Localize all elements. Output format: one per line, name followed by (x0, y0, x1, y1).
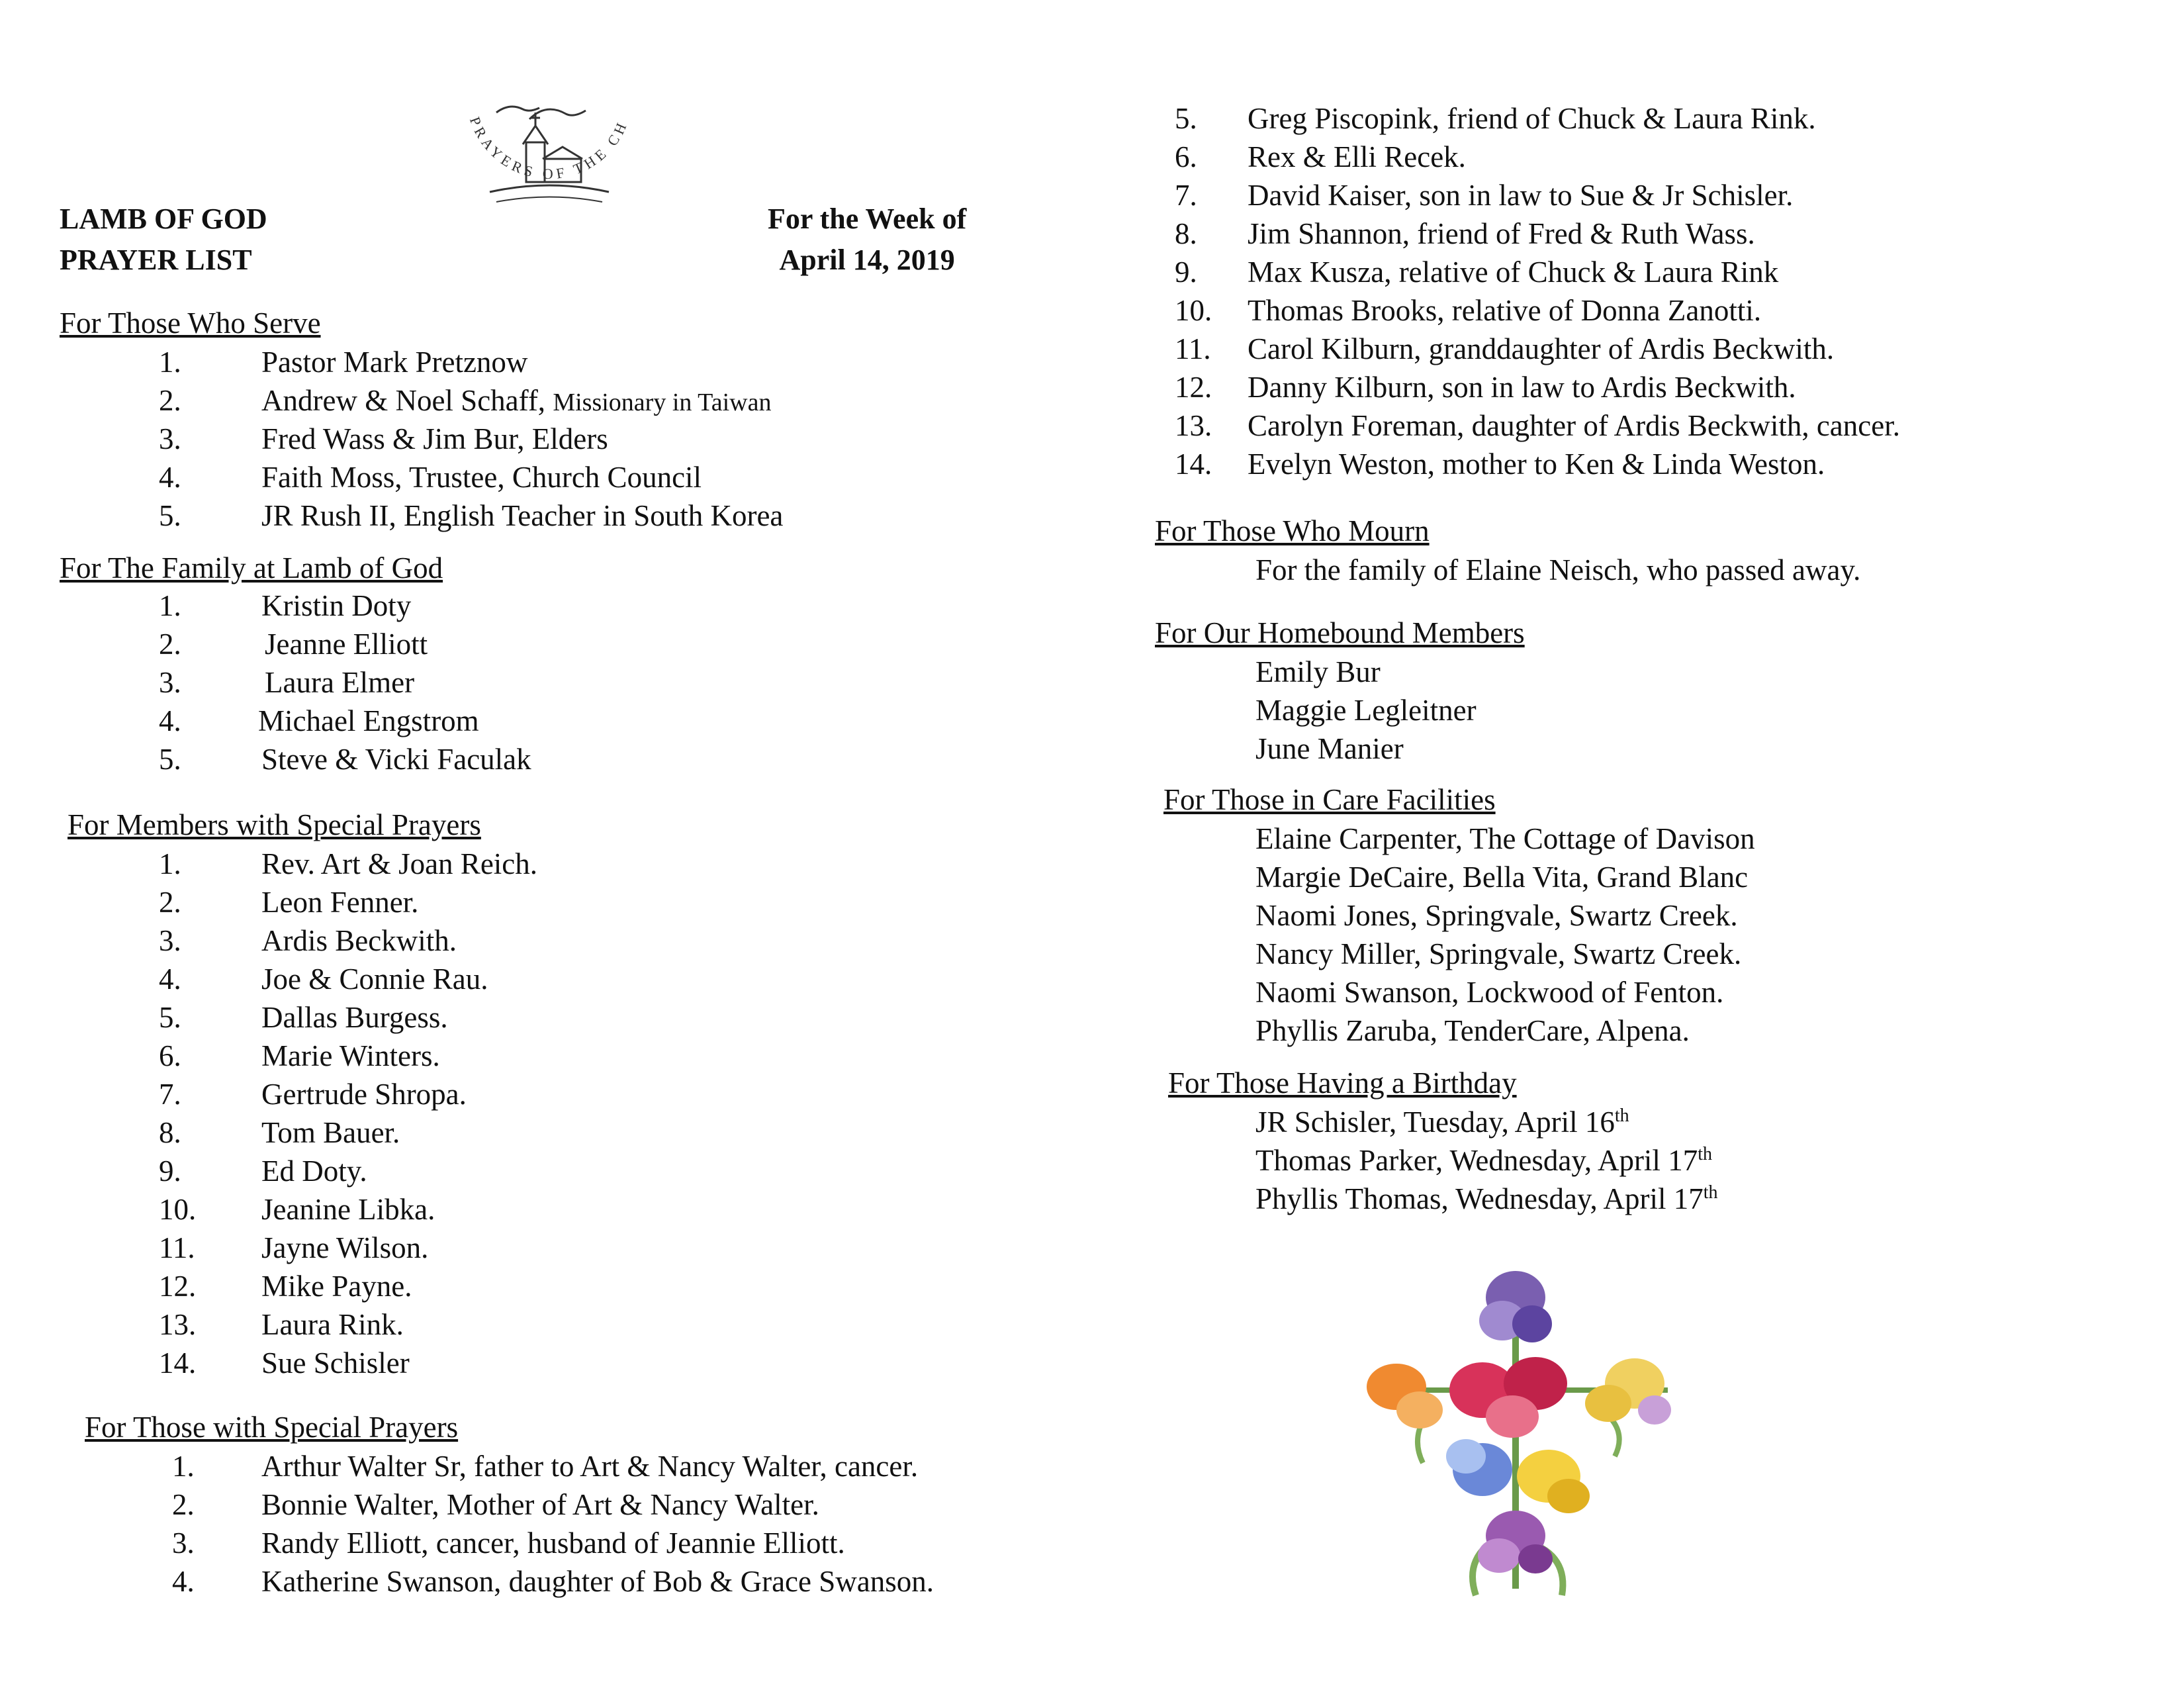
floral-cross-illustration (1350, 1258, 1694, 1612)
list-item-text: Faith Moss, Trustee, Church Council (261, 461, 702, 494)
list-item-number: 14. (159, 1346, 197, 1380)
list-item-text: Laura Elmer (265, 666, 415, 699)
list-item-text: Danny Kilburn, son in law to Ardis Beckwith. (1248, 371, 1796, 404)
week-of (768, 199, 966, 281)
list-item-number: 12. (159, 1270, 197, 1303)
week-line-1: For the Week of (768, 203, 967, 235)
homebound-item: Emily Bur (1255, 655, 1381, 688)
list-item: 2. (159, 384, 181, 417)
list-item-number: 1. (172, 1450, 195, 1483)
list-item-text: Pastor Mark Pretznow (261, 346, 528, 379)
list-item-text: Evelyn Weston, mother to Ken & Linda Weston. (1248, 447, 1825, 481)
list-item: 1. (159, 346, 181, 379)
list-item-text: Mike Payne. (261, 1270, 412, 1303)
list-item-number: 7. (159, 1078, 181, 1111)
homebound-item: June Manier (1255, 732, 1404, 765)
list-item-text: David Kaiser, son in law to Sue & Jr Schisler. (1248, 179, 1794, 212)
list-item-number: 7. (1175, 179, 1197, 212)
list-item-number: 13. (1175, 409, 1212, 442)
list-item-number: 2. (159, 628, 181, 661)
list-item-text: Ed Doty. (261, 1154, 367, 1188)
list-item-text: Bonnie Walter, Mother of Art & Nancy Walter. (261, 1488, 819, 1521)
list-item-number: 9. (1175, 256, 1197, 289)
list-item-text: Tom Bauer. (261, 1116, 400, 1149)
week-line-2: April 14, 2019 (779, 244, 955, 276)
list-item-text: Katherine Swanson, daughter of Bob & Grace Swanson. (261, 1565, 934, 1598)
list-item: 3. (159, 422, 181, 455)
list-item-number: 3. (172, 1526, 195, 1560)
list-item-number: 10. (159, 1193, 197, 1226)
list-item-number: 4. (159, 962, 181, 996)
list-item-number: 14. (1175, 447, 1212, 481)
section-title-mourn: For Those Who Mourn (1155, 514, 1430, 547)
list-item-number: 4. (159, 704, 181, 737)
list-item: 4. (159, 461, 181, 494)
list-item-text: Gertrude Shropa. (261, 1078, 467, 1111)
section-title-birthday: For Those Having a Birthday (1168, 1066, 1517, 1100)
list-item-text: Jayne Wilson. (261, 1231, 429, 1264)
list-item-number: 11. (159, 1231, 195, 1264)
list-item-text: Ardis Beckwith. (261, 924, 457, 957)
list-item-text: Steve & Vicki Faculak (261, 743, 531, 776)
list-item-number: 5. (1175, 102, 1197, 135)
list-item-number: 6. (159, 1039, 181, 1072)
list-item-number: 5. (159, 743, 181, 776)
list-item: 5. (159, 499, 181, 532)
list-item-number: 10. (1175, 294, 1212, 327)
list-item-number: 2. (172, 1488, 195, 1521)
care-item: Margie DeCaire, Bella Vita, Grand Blanc (1255, 861, 1749, 894)
logo-text: PRAYERS OF THE CH (466, 115, 631, 183)
list-item-text: Rev. Art & Joan Reich. (261, 847, 538, 880)
list-item-number: 9. (159, 1154, 181, 1188)
svg-text:PRAYERS OF THE CHURCH (450, 93, 631, 182)
list-item-number: 3. (159, 666, 181, 699)
list-item-text: Marie Winters. (261, 1039, 440, 1072)
list-item-text: Kristin Doty (261, 589, 412, 622)
list-item-text: Michael Engstrom (258, 704, 479, 737)
mourn-item: For the family of Elaine Neisch, who passed away. (1255, 553, 1861, 586)
list-item-number: 6. (1175, 140, 1197, 173)
section-title-members: For Members with Special Prayers (68, 808, 481, 841)
care-item: Nancy Miller, Springvale, Swartz Creek. (1255, 937, 1742, 970)
section-title-homebound: For Our Homebound Members (1155, 616, 1525, 649)
list-item-text: Max Kusza, relative of Chuck & Laura Rink (1248, 256, 1779, 289)
list-item-text: Laura Rink. (261, 1308, 404, 1341)
list-item-text: Carol Kilburn, granddaughter of Ardis Beckwith. (1248, 332, 1835, 365)
document-title (60, 199, 267, 281)
list-item-text: Jeanne Elliott (265, 628, 428, 661)
list-item-text: Jeanine Libka. (261, 1193, 435, 1226)
list-item-text: Joe & Connie Rau. (261, 962, 488, 996)
list-item-number: 8. (1175, 217, 1197, 250)
section-title-family: For The Family at Lamb of God (60, 551, 443, 585)
care-item: Naomi Jones, Springvale, Swartz Creek. (1255, 899, 1738, 932)
care-item: Naomi Swanson, Lockwood of Fenton. (1255, 976, 1724, 1009)
list-item-number: 1. (159, 589, 181, 622)
list-item-text: Leon Fenner. (261, 886, 419, 919)
list-item-text: Carolyn Foreman, daughter of Ardis Beckwith, cancer. (1248, 409, 1900, 442)
list-item-number: 5. (159, 1001, 181, 1034)
list-item-number: 12. (1175, 371, 1212, 404)
list-item-text: Sue Schisler (261, 1346, 410, 1380)
item-note: Missionary in Taiwan (553, 389, 772, 416)
list-item-text: Arthur Walter Sr, father to Art & Nancy Walter, cancer. (261, 1450, 919, 1483)
list-item-text: Andrew & Noel Schaff, Missionary in Taiwan (261, 384, 772, 417)
birthday-item: JR Schisler, Tuesday, April 16th (1255, 1105, 1629, 1139)
prayers-of-the-church-logo (450, 93, 649, 242)
list-item-number: 8. (159, 1116, 181, 1149)
list-item-text: Greg Piscopink, friend of Chuck & Laura Rink. (1248, 102, 1816, 135)
section-title-special: For Those with Special Prayers (85, 1411, 459, 1444)
list-item-text: Jim Shannon, friend of Fred & Ruth Wass. (1248, 217, 1755, 250)
list-item-number: 13. (159, 1308, 197, 1341)
care-item: Elaine Carpenter, The Cottage of Davison (1255, 822, 1755, 855)
section-title-serve: For Those Who Serve (60, 306, 321, 340)
list-item-text: Fred Wass & Jim Bur, Elders (261, 422, 608, 455)
list-item-text: Randy Elliott, cancer, husband of Jeannie Elliott. (261, 1526, 845, 1560)
list-item-number: 11. (1175, 332, 1211, 365)
list-item-number: 2. (159, 886, 181, 919)
list-item-number: 1. (159, 847, 181, 880)
list-item-text: Dallas Burgess. (261, 1001, 448, 1034)
birthday-item: Phyllis Thomas, Wednesday, April 17th (1255, 1182, 1718, 1215)
list-item-text: JR Rush II, English Teacher in South Korea (261, 499, 784, 532)
birthday-item: Thomas Parker, Wednesday, April 17th (1255, 1144, 1712, 1177)
list-item-number: 4. (172, 1565, 195, 1598)
list-item-number: 3. (159, 924, 181, 957)
list-item-text: Rex & Elli Recek. (1248, 140, 1466, 173)
section-title-care: For Those in Care Facilities (1163, 783, 1496, 816)
title-line-1: LAMB OF GOD (60, 203, 267, 235)
care-item: Phyllis Zaruba, TenderCare, Alpena. (1255, 1014, 1690, 1047)
title-line-2: PRAYER LIST (60, 244, 252, 276)
homebound-item: Maggie Legleitner (1255, 694, 1477, 727)
list-item-text: Thomas Brooks, relative of Donna Zanotti. (1248, 294, 1762, 327)
